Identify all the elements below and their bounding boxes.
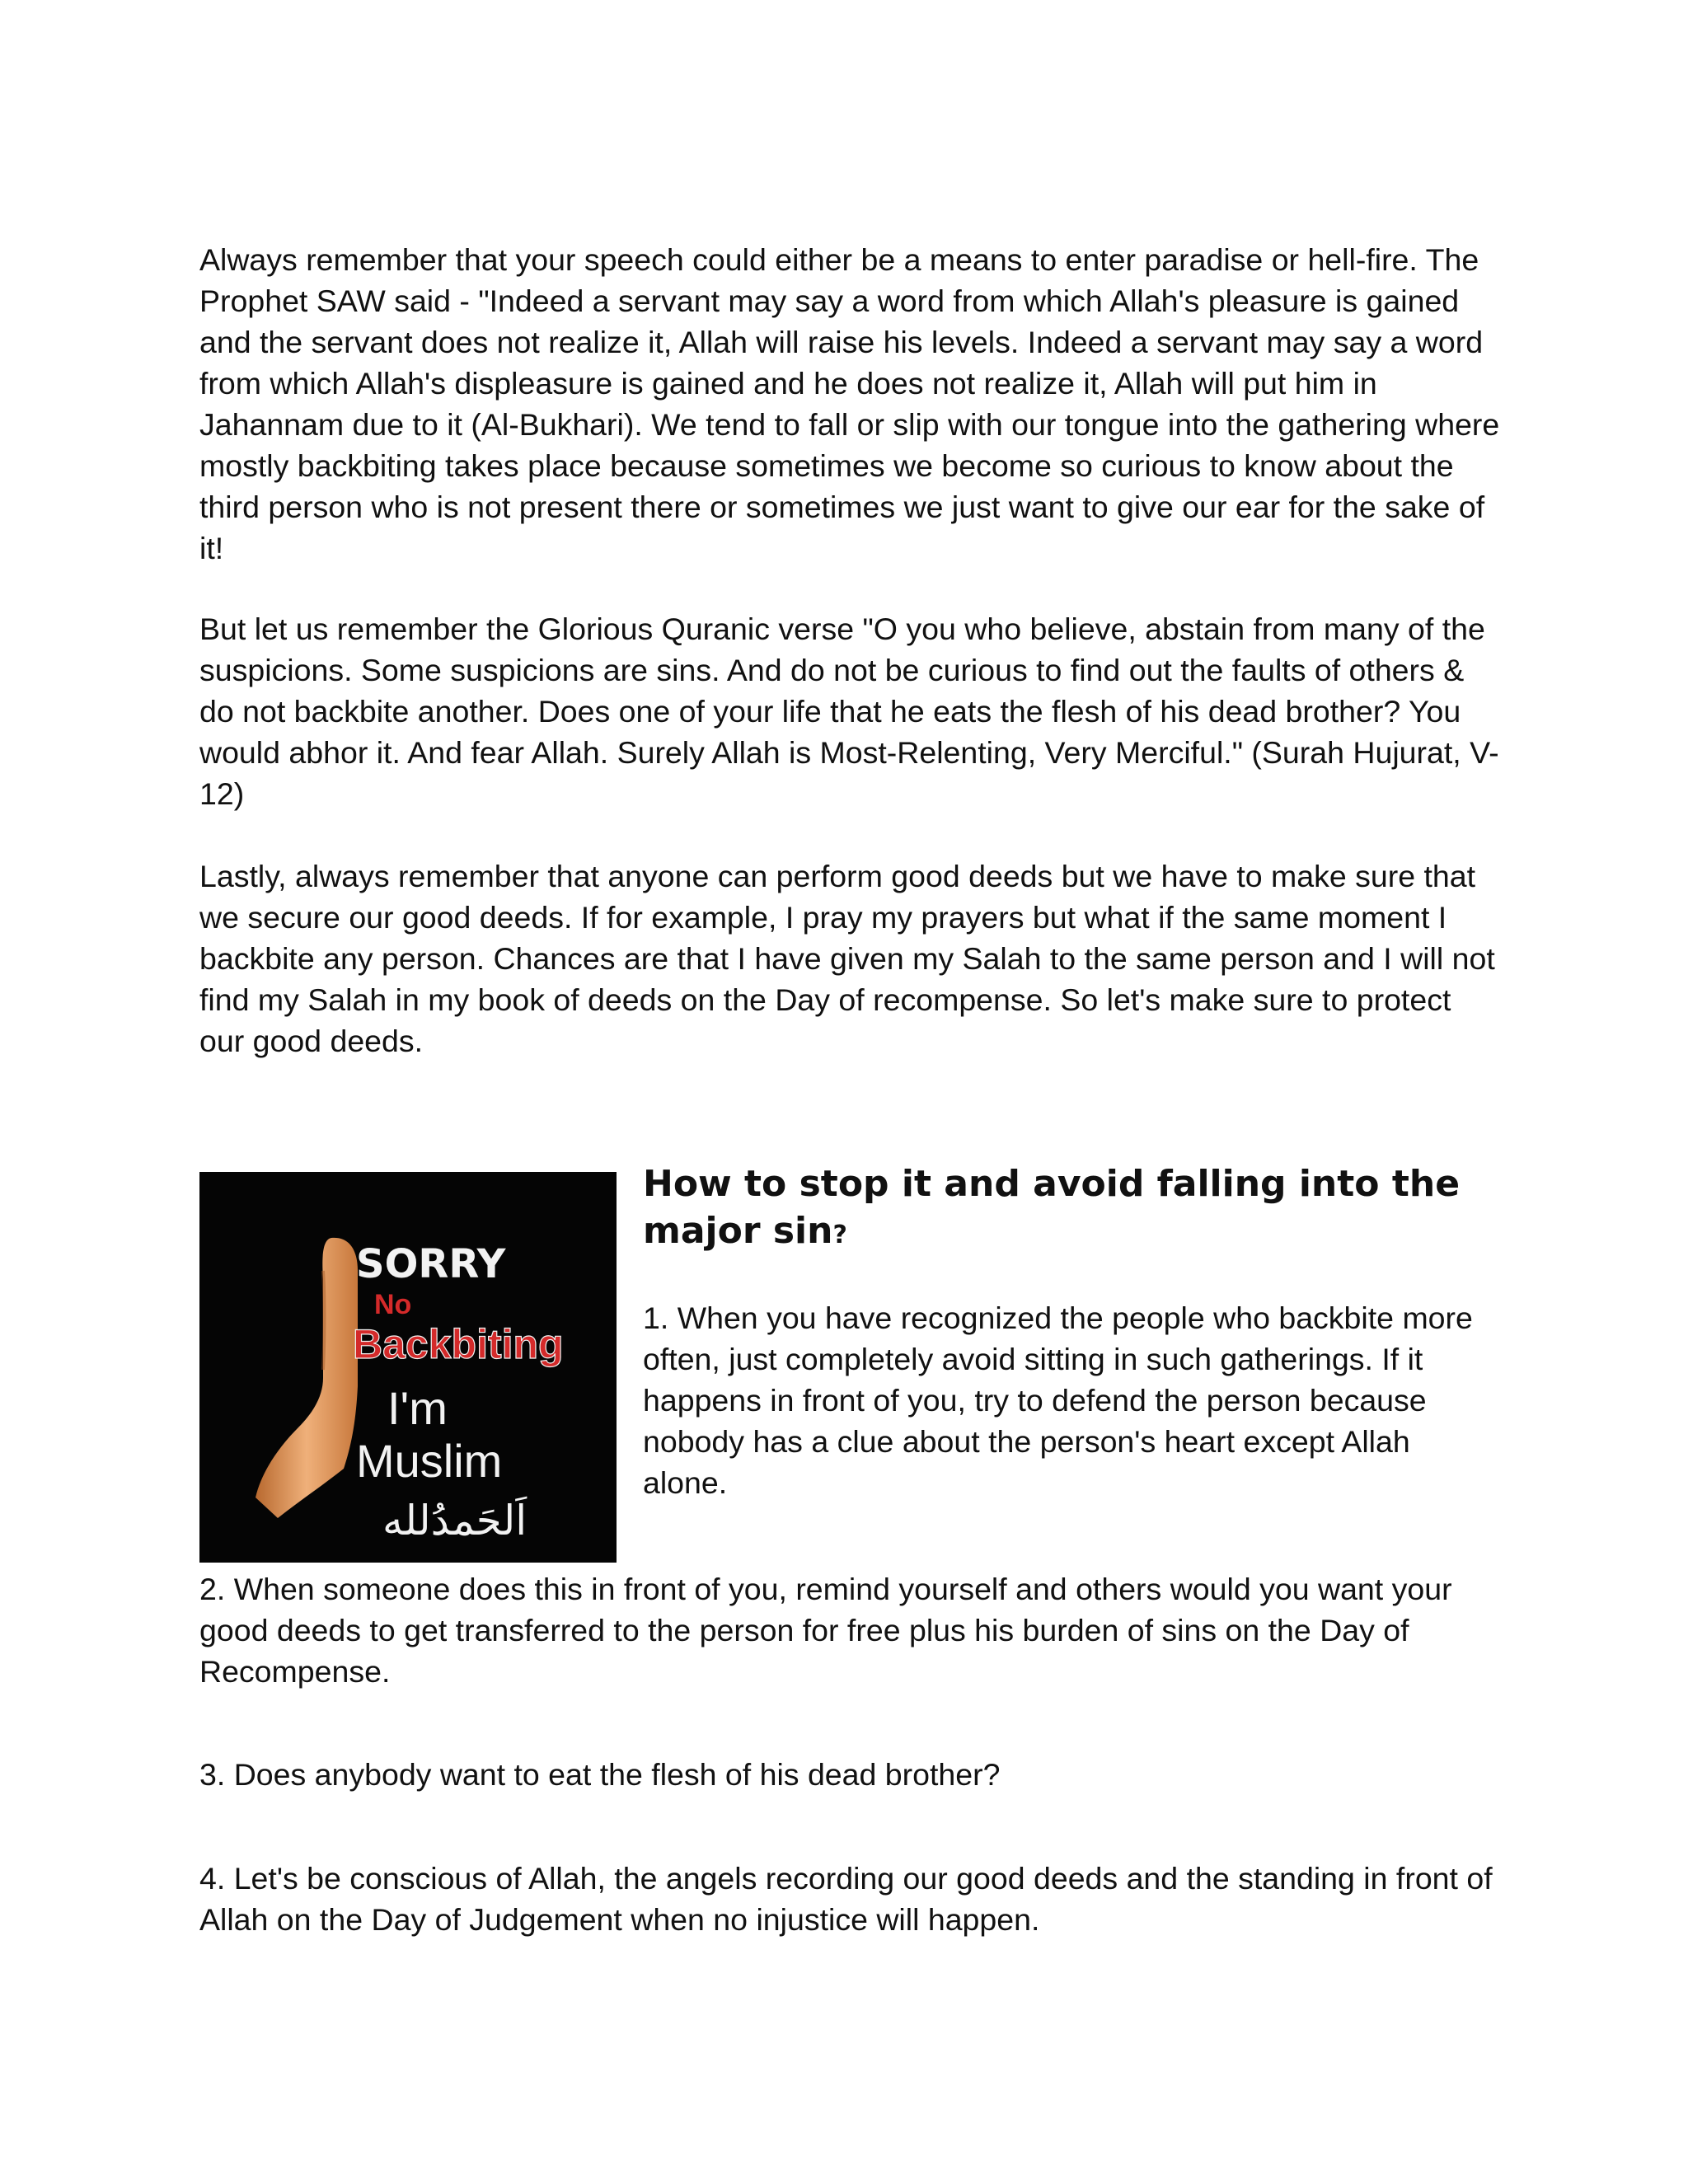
paragraph-quranic-verse: But let us remember the Glorious Quranic verse "O you who believe, abstain from many of the suspicions. Some suspicions are sins. And do not be curious to find out the faults of others & do not backbite another. Does one of your life that he eats the flesh of his dead brother? You would abhor it. And fear Allah. Surely Allah is Most-Relenting, Very Merciful." (Surah Hujurat, V-12) — [199, 612, 1499, 811]
list-item-2: 2. When someone does this in front of you, remind yourself and others would you want your good deeds to get transferred to the person for free plus his burden of sins on the Day of Recompense. — [199, 1572, 1452, 1689]
sign-im-text: I'm — [387, 1382, 448, 1434]
list-item-4: 4. Let's be conscious of Allah, the angels recording our good deeds and the standing in front of Allah on the Day of Judgement when no injustice will happen. — [199, 1861, 1493, 1937]
section-heading — [643, 1160, 1500, 1258]
sign-muslim-text: Muslim — [356, 1435, 503, 1487]
sign-sorry-text: SORRY — [356, 1241, 506, 1287]
paragraph-good-deeds: Lastly, always remember that anyone can perform good deeds but we have to make sure that we secure our good deeds. If for example, I pray my prayers but what if the same moment I backbite any person. Chances are that I have given my Salah to the same person and I will not find my Salah in my book of deeds on the Day of recompense. So let's make sure to protect our good deeds. — [199, 859, 1495, 1058]
list-item-1: 1. When you have recognized the people who backbite more often, just completely avoid sitting in such gatherings. If it happens in front of you, try to defend the person because nobody has a clue about the person's heart except Allah alone. — [643, 1301, 1473, 1500]
list-item-3: 3. Does anybody want to eat the flesh of his dead brother? — [199, 1757, 1001, 1792]
section-heading-mark: ? — [832, 1221, 847, 1249]
sign-alhamdulillah-text: اَلحَمدُلله — [382, 1497, 528, 1544]
no-backbiting-image — [199, 1172, 617, 1563]
paragraph-speech: Always remember that your speech could either be a means to enter paradise or hell-fire. The Prophet SAW said - "Indeed a servant may say a word from which Allah's pleasure is gained and the servant does not realize it, Allah will raise his levels. Indeed a servant may say a word from which Allah's displeasure is gained and he does not realize it, Allah will put him in Jahannam due to it (Al-Bukhari). We tend to fall or slip with our tongue into the gathering where mostly backbiting takes place because sometimes we become so curious to know about the third person who is not present there or sometimes we just want to give our ear for the sake of it! — [199, 242, 1500, 565]
section-heading-text: How to stop it and avoid falling into the major sin — [643, 1163, 1461, 1252]
sign-no-text: No — [374, 1289, 412, 1320]
sign-backbiting-text: Backbiting — [353, 1321, 564, 1367]
